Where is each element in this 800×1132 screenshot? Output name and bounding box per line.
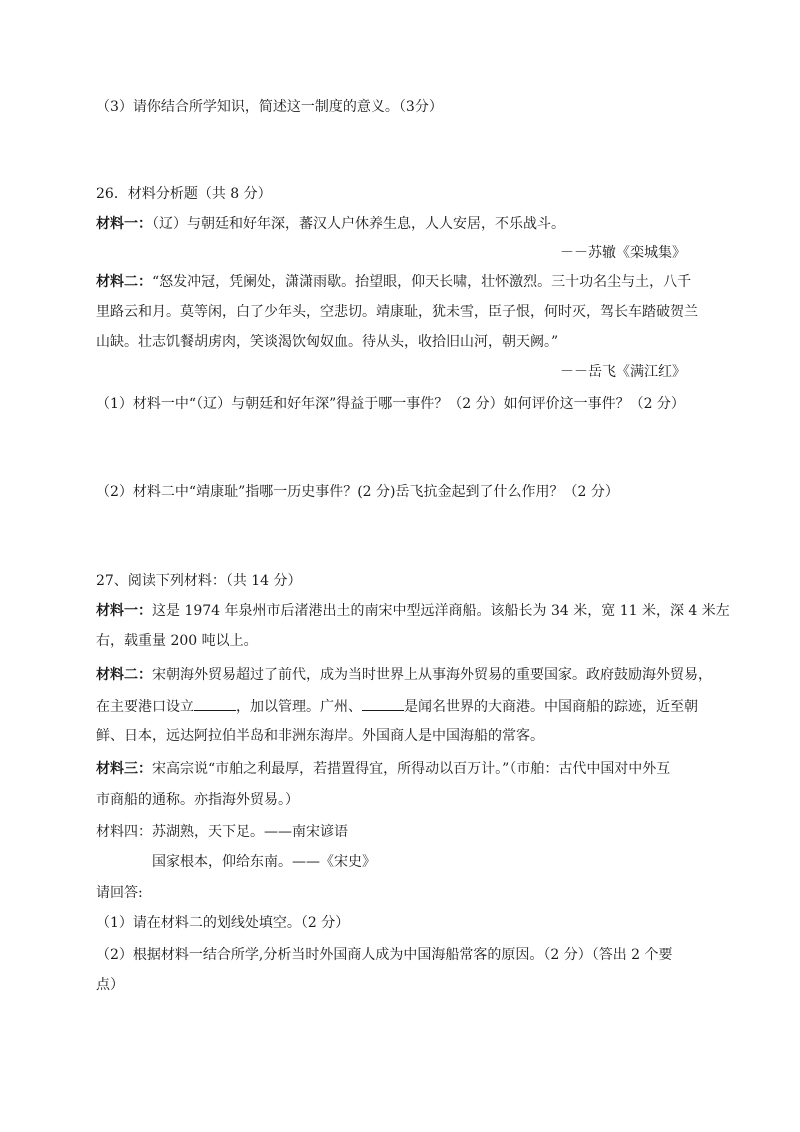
fill-in-blank-1[interactable] xyxy=(194,696,236,711)
q27-material-2-line-2 xyxy=(96,696,698,717)
q27-material-2-line-2-part-a: 在主要港口设立 xyxy=(96,699,194,715)
q26-sub-question-1: （1）材料一中“（辽）与朝廷和好年深”得益于哪一事件？（2 分）如何评价这一事件？（2 分） xyxy=(96,396,685,412)
q27-material-1-line-2: 右，载重量 200 吨以上。 xyxy=(96,633,258,649)
question-26-title: 26．材料分析题（共 8 分） xyxy=(96,186,272,202)
q27-material-4-line-1: 材料四：苏湖熟，天下足。——南宋谚语 xyxy=(96,824,348,840)
q27-material-3-line-2: 市商船的通称。亦指海外贸易。） xyxy=(96,792,299,808)
question-25-part-3: （3）请你结合所学知识，简述这一制度的意义。（3分） xyxy=(96,99,443,115)
q27-material-1-line-1: 这是 1974 年泉州市后渚港出土的南宋中型远洋商船。该船长为 34 米，宽 11 米，深 4 米左 xyxy=(152,603,730,619)
q27-sub-question-1: （1）请在材料二的划线处填空。（2 分） xyxy=(96,915,350,931)
q27-material-2-line-2-part-b: ，加以管理。广州、 xyxy=(236,699,362,715)
q27-material-3 xyxy=(96,759,670,779)
q27-material-1-label: 材料一： xyxy=(96,603,152,619)
q27-material-2 xyxy=(96,665,712,685)
q27-material-2-line-1: 宋朝海外贸易超过了前代，成为当时世界上从事海外贸易的重要国家。政府鼓励海外贸易， xyxy=(152,667,712,683)
q27-sub-question-2-line-1: （2）根据材料一结合所学,分析当时外国商人成为中国海船常客的原因。（2 分）（答出 2 个要 xyxy=(96,947,673,963)
q26-material-2-line-2: 里路云和月。莫等闲，白了少年头，空悲切。靖康耻，犹未雪，臣子恨，何时灭，驾长车踏破贺兰 xyxy=(96,304,698,320)
q26-sub-question-2: （2）材料二中“靖康耻”指哪一历史事件？(2 分)岳飞抗金起到了什么作用？（2 分） xyxy=(96,484,619,500)
q26-material-2-label: 材料二： xyxy=(96,274,152,290)
q27-material-2-label: 材料二： xyxy=(96,667,152,683)
q26-material-1-source: －－苏辙《栾城集》 xyxy=(560,245,686,261)
q27-answer-prompt: 请回答: xyxy=(96,885,143,901)
q27-sub-question-2-line-2: 点） xyxy=(96,977,124,993)
q27-material-3-label: 材料三： xyxy=(96,761,152,777)
q26-material-2-line-1: “怒发冲冠，凭阑处，潇潇雨歇。抬望眼，仰天长啸，壮怀激烈。三十功名尘与土，八千 xyxy=(152,274,692,290)
q26-material-1 xyxy=(96,214,565,234)
q27-material-2-line-2-part-c: 是闻名世界的大商港。中国商船的踪迹，近至朝 xyxy=(404,699,698,715)
q26-material-1-text: （辽）与朝廷和好年深，蕃汉人户休养生息，人人安居，不乐战斗。 xyxy=(152,216,565,232)
question-27-title: 27、阅读下列材料：（共 14 分） xyxy=(96,573,302,589)
fill-in-blank-2[interactable] xyxy=(362,696,404,711)
q27-material-3-line-1: 宋高宗说“市舶之利最厚，若措置得宜，所得动以百万计。”（市舶：古代中国对中外互 xyxy=(152,761,671,777)
q26-material-1-label: 材料一： xyxy=(96,216,152,232)
q26-material-2-source: －－岳飞《满江红》 xyxy=(560,364,686,380)
q27-material-2-line-3: 鲜、日本，远达阿拉伯半岛和非洲东海岸。外国商人是中国海船的常客。 xyxy=(96,728,544,744)
q27-material-1 xyxy=(96,601,730,621)
q26-material-2 xyxy=(96,272,691,292)
q27-material-4-line-2: 国家根本，仰给东南。——《宋史》 xyxy=(152,854,376,870)
q26-material-2-line-3: 山缺。壮志饥餐胡虏肉，笑谈渴饮匈奴血。待从头，收拾旧山河，朝天阙。” xyxy=(96,334,559,350)
